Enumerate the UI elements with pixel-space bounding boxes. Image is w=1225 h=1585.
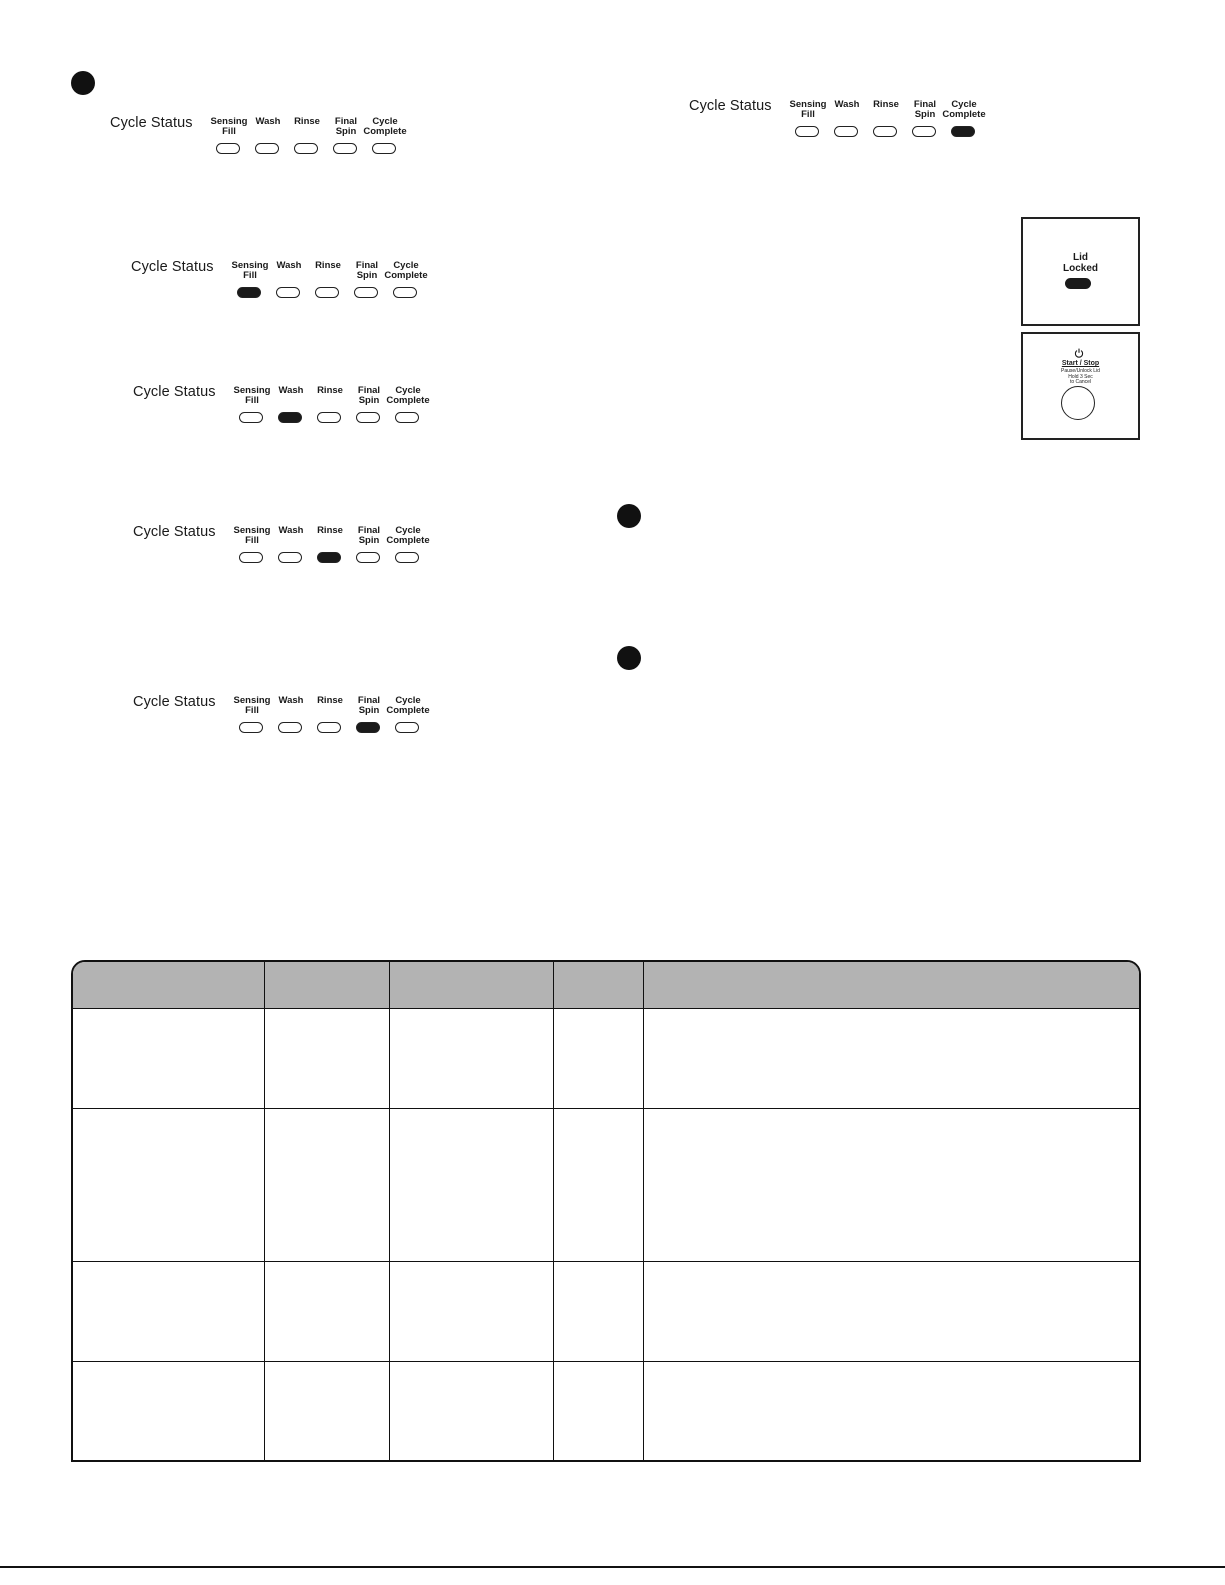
cycle-stage-led	[356, 552, 380, 563]
table-cell	[553, 1009, 643, 1109]
cycle-stage-led	[294, 143, 318, 154]
cycle-status-title: Cycle Status	[110, 115, 193, 131]
table-cell	[389, 1109, 553, 1262]
cycle-stage	[358, 115, 412, 165]
cycle-stage-label: Rinse	[873, 99, 899, 110]
table-header-cell	[264, 962, 389, 1009]
cycle-stage-label: Cycle Complete	[386, 525, 430, 546]
cycle-stage-label: Wash	[278, 695, 304, 706]
table-header-cell	[73, 962, 264, 1009]
cycle-stage-label: Sensing Fill	[233, 525, 271, 546]
cycle-stage	[937, 98, 991, 148]
cycle-stage-led	[239, 412, 263, 423]
cycle-status-indicator	[133, 384, 453, 434]
cycle-stage-led	[356, 412, 380, 423]
cycle-stage-led	[317, 722, 341, 733]
cycle-status-indicator	[131, 259, 451, 309]
cycle-stage-label: Sensing Fill	[210, 116, 248, 137]
lid-locked-label: Lid Locked	[1062, 252, 1098, 274]
table-cell	[389, 1262, 553, 1362]
cycle-stage-label: Sensing Fill	[233, 695, 271, 716]
cycle-status-indicator	[133, 694, 453, 744]
cycle-stage-label: Final Spin	[357, 385, 381, 406]
cycle-status-title: Cycle Status	[133, 524, 216, 540]
cycle-stage-label: Rinse	[317, 385, 343, 396]
table-cell	[643, 1109, 1139, 1262]
cycle-status-indicator	[689, 98, 1009, 148]
cycle-stage-label: Rinse	[317, 695, 343, 706]
cycle-stage-label: Wash	[278, 385, 304, 396]
lid-locked-led	[1065, 278, 1091, 289]
table-cell	[389, 1362, 553, 1462]
cycle-stage-label: Sensing Fill	[233, 385, 271, 406]
cycle-stage-label: Sensing Fill	[789, 99, 827, 120]
table-cell	[643, 1262, 1139, 1362]
table-row	[73, 1009, 1139, 1109]
start-stop-hint: Pause/Unlock Lid Hold 3 Sec to Cancel	[1061, 368, 1100, 386]
footer-rule	[0, 1566, 1225, 1568]
step-bullet	[617, 504, 641, 528]
cycle-stage-led	[237, 287, 261, 298]
start-stop-button[interactable]	[1061, 386, 1095, 420]
cycle-stage-led	[255, 143, 279, 154]
lid-locked-panel	[1021, 217, 1140, 326]
cycle-stage-label: Cycle Complete	[942, 99, 986, 120]
cycle-stage-label: Wash	[278, 525, 304, 536]
cycle-stage-label: Cycle Complete	[386, 385, 430, 406]
cycle-stage-label: Wash	[255, 116, 281, 127]
cycle-stage-led	[354, 287, 378, 298]
cycle-stage-led	[239, 552, 263, 563]
table-row	[73, 1109, 1139, 1262]
cycle-stage-led	[278, 552, 302, 563]
cycle-stage	[381, 694, 435, 744]
table-cell	[553, 1262, 643, 1362]
cycle-stage-led	[393, 287, 417, 298]
table-cell	[264, 1009, 389, 1109]
cycle-stage-led	[333, 143, 357, 154]
cycle-stage-led	[395, 552, 419, 563]
cycle-stage-led	[317, 412, 341, 423]
cycle-stage-led	[873, 126, 897, 137]
table-cell	[73, 1262, 264, 1362]
cycle-stage-label: Rinse	[315, 260, 341, 271]
cycle-stage-led	[278, 412, 302, 423]
cycle-stage-led	[395, 412, 419, 423]
cycle-stage-led	[951, 126, 975, 137]
cycle-stage-led	[372, 143, 396, 154]
step-bullet	[71, 71, 95, 95]
cycle-stage-label: Cycle Complete	[386, 695, 430, 716]
step-bullet	[617, 646, 641, 670]
cycle-stage-label: Sensing Fill	[231, 260, 269, 281]
start-stop-panel	[1021, 332, 1140, 440]
cycle-stage-label: Wash	[276, 260, 302, 271]
cycle-stage-label: Final Spin	[355, 260, 379, 281]
cycle-status-title: Cycle Status	[133, 384, 216, 400]
cycle-stage-led	[395, 722, 419, 733]
cycle-stage	[381, 384, 435, 434]
cycle-stage-led	[276, 287, 300, 298]
cycle-stage-label: Final Spin	[357, 695, 381, 716]
table-cell	[73, 1009, 264, 1109]
table-cell	[389, 1009, 553, 1109]
table-cell	[553, 1362, 643, 1462]
table-cell	[643, 1009, 1139, 1109]
cycle-status-title: Cycle Status	[133, 694, 216, 710]
cycle-stage-label: Rinse	[294, 116, 320, 127]
cycle-stage-label: Final Spin	[357, 525, 381, 546]
table-header-row	[73, 962, 1139, 1009]
table-cell	[264, 1109, 389, 1262]
cycle-stage-led	[317, 552, 341, 563]
table-cell	[553, 1109, 643, 1262]
cycle-stage-label: Final Spin	[334, 116, 358, 137]
cycle-stage-led	[795, 126, 819, 137]
cycle-stage	[379, 259, 433, 309]
cycle-stage-led	[834, 126, 858, 137]
cycle-status-title: Cycle Status	[689, 98, 772, 114]
table-cell	[264, 1262, 389, 1362]
table-row	[73, 1362, 1139, 1462]
cycle-stage-label: Rinse	[317, 525, 343, 536]
cycle-stage-led	[912, 126, 936, 137]
cycle-stage-led	[216, 143, 240, 154]
table-header-cell	[553, 962, 643, 1009]
cycle-stage-led	[356, 722, 380, 733]
table-header-cell	[643, 962, 1139, 1009]
cycle-stage-led	[239, 722, 263, 733]
cycle-stage-led	[315, 287, 339, 298]
cycle-stage-led	[278, 722, 302, 733]
table-header-cell	[389, 962, 553, 1009]
table-row	[73, 1262, 1139, 1362]
table-cell	[643, 1362, 1139, 1462]
cycle-stage-label: Cycle Complete	[384, 260, 428, 281]
cycle-stage-label: Final Spin	[913, 99, 937, 120]
cycle-stage-label: Wash	[834, 99, 860, 110]
start-stop-label: Start / Stop	[1061, 360, 1100, 367]
cycle-status-indicator	[110, 115, 430, 165]
table-cell	[264, 1362, 389, 1462]
cycle-status-title: Cycle Status	[131, 259, 214, 275]
cycle-stage-label: Cycle Complete	[363, 116, 407, 137]
power-icon	[1074, 348, 1084, 358]
table-cell	[73, 1362, 264, 1462]
cycle-status-indicator	[133, 524, 453, 574]
info-table	[71, 960, 1141, 1462]
table-cell	[73, 1109, 264, 1262]
cycle-stage	[381, 524, 435, 574]
